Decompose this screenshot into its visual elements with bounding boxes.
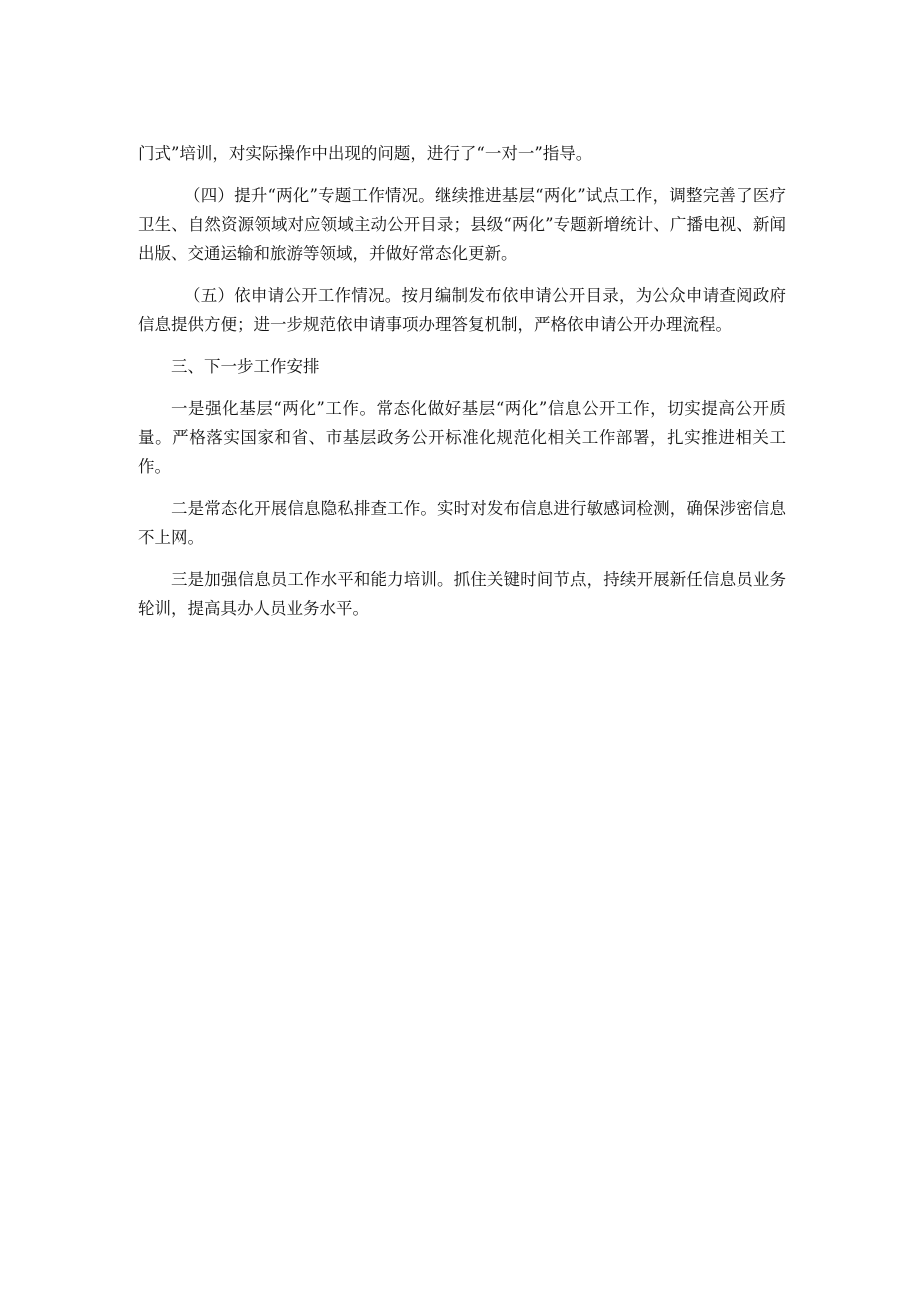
paragraph-step-one: 一是强化基层“两化”工作。常态化做好基层“两化”信息公开工作，切实提高公开质量。严格落实国家和省、市基层政务公开标准化规范化相关工作部署，扎实推进相关工作。 — [138, 399, 786, 476]
paragraph-section-four: （四）提升“两化”专题工作情况。继续推进基层“两化”试点工作，调整完善了医疗卫生、自然资源领域对应领域主动公开目录；县级“两化”专题新增统计、广播电视、新闻出版、交通运输和旅游等领域，并做好常态化更新。 — [138, 186, 786, 263]
paragraph-training-continuation: 门式”培训，对实际操作中出现的问题，进行了“一对一”指导。 — [138, 144, 593, 163]
heading-next-steps: 三、下一步工作安排 — [171, 357, 320, 376]
paragraph-step-two: 二是常态化开展信息隐私排查工作。实时对发布信息进行敏感词检测，确保涉密信息不上网。 — [138, 499, 786, 547]
document-body — [138, 139, 786, 636]
paragraph-step-three: 三是加强信息员工作水平和能力培训。抓住关键时间节点，持续开展新任信息员业务轮训，提高具办人员业务水平。 — [138, 570, 786, 618]
paragraph-section-five: （五）依申请公开工作情况。按月编制发布依申请公开目录，为公众申请查阅政府信息提供方便；进一步规范依申请事项办理答复机制，严格依申请公开办理流程。 — [138, 286, 786, 334]
